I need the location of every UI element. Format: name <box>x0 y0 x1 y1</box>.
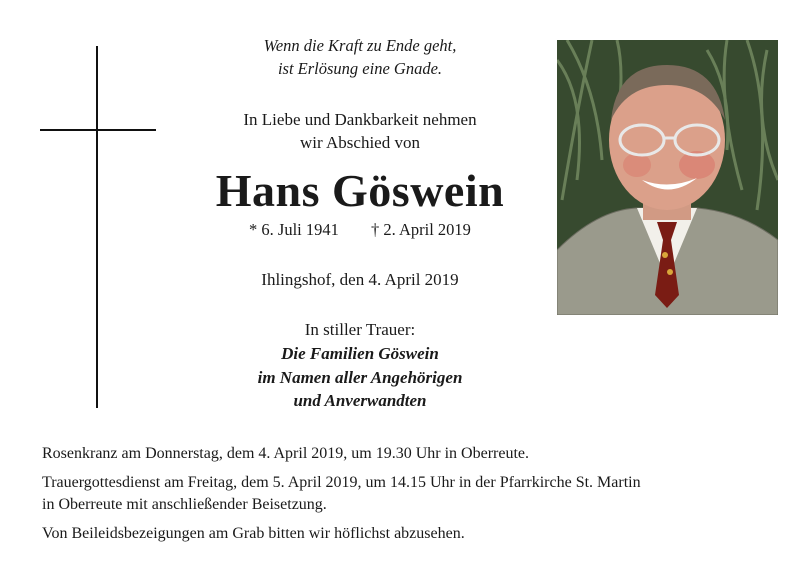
birth-date: * 6. Juli 1941 <box>249 220 339 239</box>
life-dates <box>160 219 560 241</box>
intro-line: wir Abschied von <box>300 133 420 152</box>
mourners-line: Die Familien Göswein <box>281 344 439 363</box>
mourners-line: im Namen aller Angehörigen <box>257 367 463 387</box>
funeral-info-line: Trauergottesdienst am Freitag, dem 5. April 2019, um 14.15 Uhr in der Pfarrkirche St. Martin <box>42 474 641 491</box>
place-and-date: Ihlingshof, den 4. April 2019 <box>261 270 459 289</box>
mourning-heading: In stiller Trauer: <box>304 320 416 339</box>
funeral-info-line: in Oberreute mit anschließender Beisetzung. <box>42 496 327 513</box>
rosary-info: Rosenkranz am Donnerstag, dem 4. April 2019, um 19.30 Uhr in Oberreute. <box>42 445 530 462</box>
death-date: † 2. April 2019 <box>371 220 471 239</box>
portrait-photo <box>557 40 778 315</box>
motto-line: Wenn die Kraft zu Ende geht, <box>263 36 457 55</box>
mourners-list <box>160 342 560 413</box>
intro-line: In Liebe und Dankbarkeit nehmen <box>243 110 477 129</box>
motto-line: ist Erlösung eine Gnade. <box>277 59 443 78</box>
condolence-note: Von Beileidsbezeigungen am Grab bitten wir höflichst abzusehen. <box>42 525 465 542</box>
motto <box>160 34 560 80</box>
cross-icon-crossbar <box>40 129 156 131</box>
deceased-name: Hans Göswein <box>215 165 505 216</box>
intro-text <box>160 108 560 154</box>
mourners-line: und Anverwandten <box>293 391 427 410</box>
cross-icon <box>96 46 98 408</box>
funeral-info <box>42 472 782 516</box>
